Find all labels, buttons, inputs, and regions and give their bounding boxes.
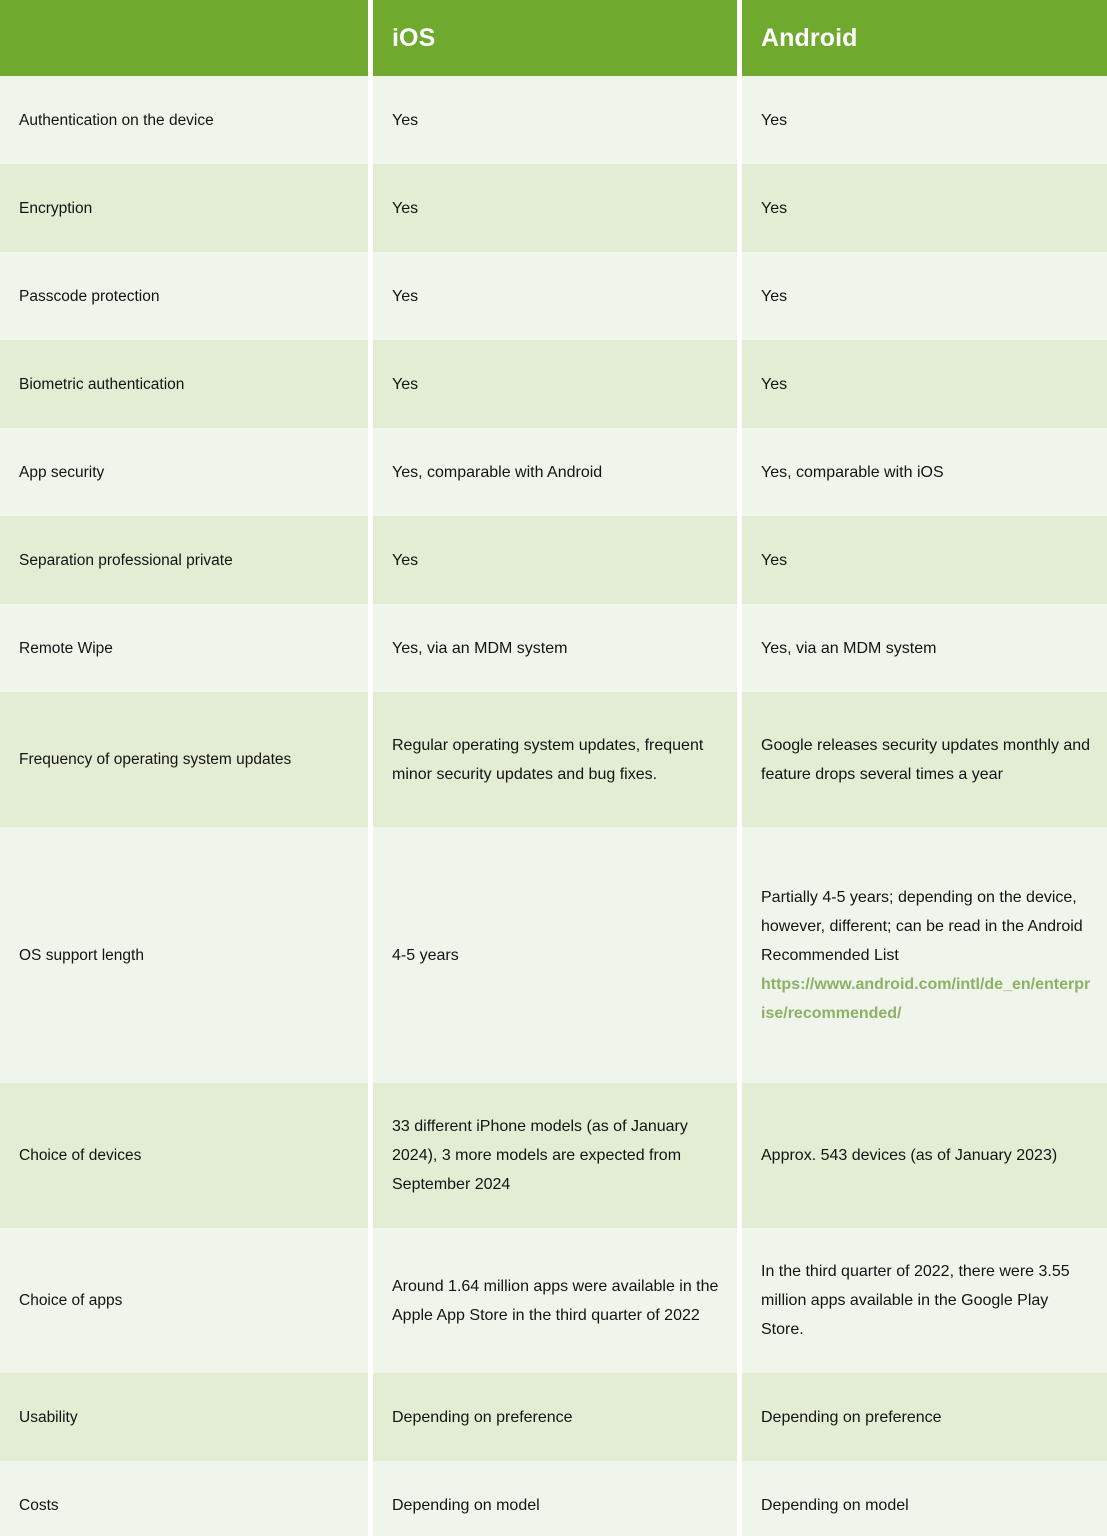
cell-ios-value (373, 827, 737, 1083)
feature-label: App security (19, 463, 105, 481)
feature-label: Passcode protection (19, 287, 160, 305)
cell-ios-value (373, 692, 737, 827)
ios-value: Yes (392, 375, 419, 393)
cell-feature (0, 692, 368, 827)
feature-label: Choice of devices (19, 1147, 142, 1164)
cell-android-value (742, 428, 1107, 516)
cell-android-value (742, 1083, 1107, 1228)
table-header-row (0, 0, 1107, 76)
cell-ios-value (373, 1461, 737, 1536)
ios-value: Yes (392, 199, 419, 217)
cell-feature (0, 252, 368, 340)
android-value: Yes, comparable with iOS (761, 463, 944, 481)
ios-value: Yes, via an MDM system (392, 639, 568, 657)
ios-value: 4-5 years (392, 946, 459, 964)
header-cell-feature (0, 0, 368, 76)
cell-ios-value (373, 1228, 737, 1373)
table-row (0, 604, 1107, 692)
android-value: Yes (761, 375, 788, 393)
feature-label: OS support length (19, 946, 144, 964)
cell-ios-value (373, 1083, 737, 1228)
cell-feature (0, 604, 368, 692)
cell-ios-value (373, 428, 737, 516)
ios-value: Yes (392, 287, 419, 305)
cell-android-value (742, 252, 1107, 340)
cell-feature (0, 164, 368, 252)
android-value: Yes (761, 199, 788, 217)
android-value: Approx. 543 devices (as of January 2023) (761, 1147, 1058, 1164)
ios-value: Around 1.64 million apps were available in the Apple App Store in the third quarter of 2022 (392, 1277, 719, 1324)
cell-android-value (742, 1461, 1107, 1536)
feature-label: Biometric authentication (19, 375, 185, 393)
ios-value: Yes, comparable with Android (392, 463, 603, 481)
table-row (0, 428, 1107, 516)
cell-feature (0, 827, 368, 1083)
cell-ios-value (373, 252, 737, 340)
cell-ios-value (373, 1373, 737, 1461)
cell-feature (0, 516, 368, 604)
cell-android-value (742, 340, 1107, 428)
cell-android-value (742, 1228, 1107, 1373)
feature-label: Usability (19, 1408, 78, 1426)
android-value: Depending on model (761, 1496, 909, 1514)
cell-feature (0, 428, 368, 516)
android-value: Yes (761, 287, 788, 305)
table-row (0, 252, 1107, 340)
feature-label: Remote Wipe (19, 639, 113, 657)
cell-android-value (742, 164, 1107, 252)
cell-ios-value (373, 164, 737, 252)
table-row (0, 76, 1107, 164)
android-value: Depending on preference (761, 1408, 942, 1426)
cell-feature (0, 340, 368, 428)
cell-ios-value (373, 340, 737, 428)
android-value: Google releases security updates monthly and feature drops several times a year (761, 736, 1091, 783)
ios-value: Regular operating system updates, frequent minor security updates and bug fixes. (392, 736, 704, 783)
android-value: In the third quarter of 2022, there were 3.55 million apps available in the Google Play Store. (761, 1263, 1070, 1338)
cell-android-value (742, 1373, 1107, 1461)
feature-label: Costs (19, 1496, 59, 1514)
feature-label: Separation professional private (19, 551, 233, 569)
ios-value: Yes (392, 551, 419, 569)
cell-feature (0, 76, 368, 164)
table-row (0, 692, 1107, 827)
ios-value: Depending on preference (392, 1408, 573, 1426)
table-row (0, 1083, 1107, 1228)
table-row (0, 1373, 1107, 1461)
header-cell-android (742, 0, 1107, 76)
feature-label: Encryption (19, 199, 93, 217)
android-value: Yes (761, 111, 788, 129)
cell-android-value (742, 76, 1107, 164)
cell-feature (0, 1228, 368, 1373)
cell-feature (0, 1373, 368, 1461)
feature-label: Frequency of operating system updates (19, 751, 292, 768)
android-value: Yes, via an MDM system (761, 639, 937, 657)
ios-value: Depending on model (392, 1496, 540, 1514)
feature-label: Authentication on the device (19, 111, 214, 129)
cell-ios-value (373, 604, 737, 692)
ios-value: Yes (392, 111, 419, 129)
table-row (0, 1228, 1107, 1373)
cell-ios-value (373, 76, 737, 164)
table-row (0, 516, 1107, 604)
cell-feature (0, 1461, 368, 1536)
header-label-ios: iOS (392, 23, 436, 52)
android-recommended-list-link[interactable]: https://www.android.com/intl/de_en/enterprise/recommended/ (761, 975, 1091, 1022)
cell-android-value (742, 604, 1107, 692)
cell-android-value (742, 692, 1107, 827)
cell-android-value (742, 516, 1107, 604)
table-row (0, 1461, 1107, 1536)
ios-value: 33 different iPhone models (as of January 2024), 3 more models are expected from September 2024 (392, 1118, 688, 1193)
cell-feature (0, 1083, 368, 1228)
android-value: Partially 4-5 years; depending on the device, however, different; can be read in the Android Recommended List https://www.android.com/intl/de_en/enterprise/recommended/ (761, 888, 1091, 1022)
header-label-android: Android (761, 23, 858, 52)
table-row (0, 827, 1107, 1083)
table-row (0, 340, 1107, 428)
feature-label: Choice of apps (19, 1292, 123, 1309)
cell-ios-value (373, 516, 737, 604)
android-value: Yes (761, 551, 788, 569)
cell-android-value (742, 827, 1107, 1083)
table-body (0, 76, 1107, 1536)
header-cell-ios (373, 0, 737, 76)
table-row (0, 164, 1107, 252)
